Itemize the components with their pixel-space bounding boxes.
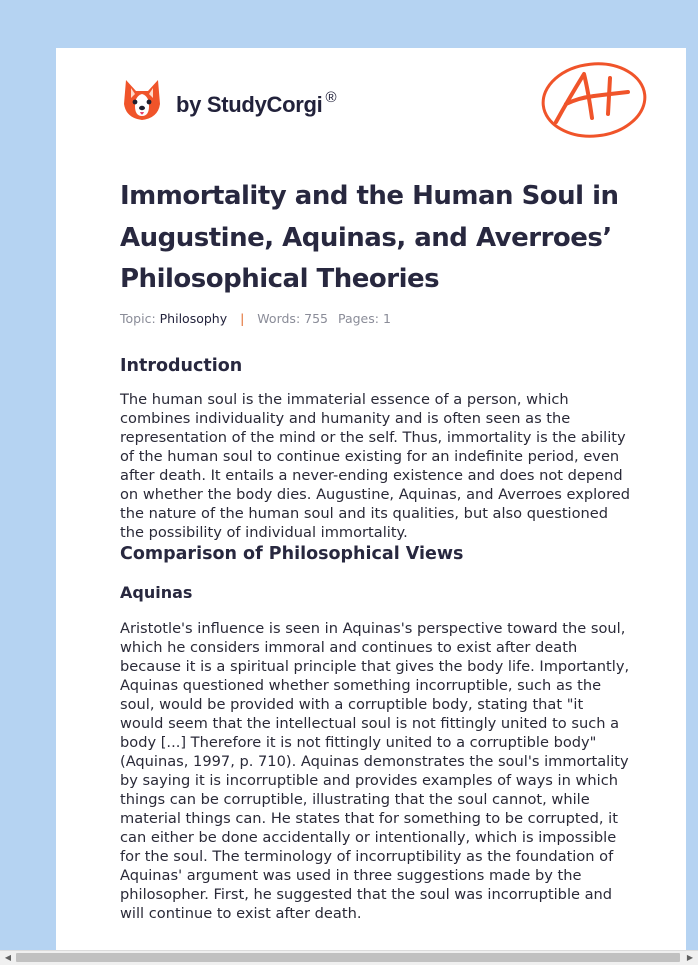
- words-value: 755: [304, 311, 328, 326]
- corgi-icon: [122, 78, 162, 122]
- introduction-heading: Introduction: [120, 356, 243, 376]
- studycorgi-logo[interactable]: [122, 76, 337, 124]
- introduction-paragraph: The human soul is the immaterial essence of a person, which combines individuality and humanity and is often seen as the representation of the mind or the self. Thus, immortality is the ability of the human soul to continue existing for an indefinite period, even after death. It entails a never-ending existence and does not depend on whether the body dies. Augustine, Aquinas, and Averroes explored the nature of the human soul and its qualities, but also questioned the possibility of individual immortality.: [120, 391, 631, 541]
- horizontal-scrollbar[interactable]: [0, 950, 698, 965]
- scrollbar-thumb[interactable]: [16, 953, 680, 962]
- aquinas-paragraph: Aristotle's influence is seen in Aquinas's perspective toward the soul, which he considers immoral and continues to exist after death because it is a spiritual principle that gives the body life. Importantly, Aquinas questioned whether something incorruptible, such as the soul, would be provided with a corruptible body, stating that "it would seem that the intellectual soul is not fittingly united to such a body [...] Therefore it is not fittingly united to a corruptible body" (Aquinas, 1997, p. 710). Aquinas demonstrates the soul's immortality by saying it is incorruptible and provides examples of ways in which things can be corruptible, illustrating that the soul cannot, while material things can. He states that for something to be corrupted, it can either be done accidentally or intentionally, which is impossible for the soul. The terminology of incorruptibility as the foundation of Aquinas' argument was used in three suggestions made by the philosopher. First, he suggested that the soul was incorruptible and will continue to exist after death.: [120, 620, 630, 922]
- document-meta: [120, 311, 391, 326]
- page-title: Immortality and the Human Soul in Augustine, Aquinas, and Averroes’ Philosophical Theories: [120, 181, 619, 294]
- logo-text: by StudyCorgi: [176, 92, 323, 117]
- registered-mark: ®: [325, 88, 337, 106]
- topic-link[interactable]: Philosophy: [159, 311, 228, 326]
- words-label: Words:: [257, 311, 301, 326]
- aquinas-heading: Aquinas: [120, 583, 193, 602]
- meta-separator: |: [240, 311, 245, 326]
- pages-value: 1: [382, 311, 391, 326]
- scroll-right-arrow-icon[interactable]: ▶: [686, 953, 694, 962]
- document-body: [120, 348, 630, 923]
- grade-a-plus-icon: [538, 60, 648, 140]
- scroll-left-arrow-icon[interactable]: ◀: [4, 953, 12, 962]
- document-page: [56, 48, 686, 950]
- comparison-heading: Comparison of Philosophical Views: [120, 544, 464, 564]
- topic-label: Topic:: [120, 311, 156, 326]
- pages-label: Pages:: [337, 311, 379, 326]
